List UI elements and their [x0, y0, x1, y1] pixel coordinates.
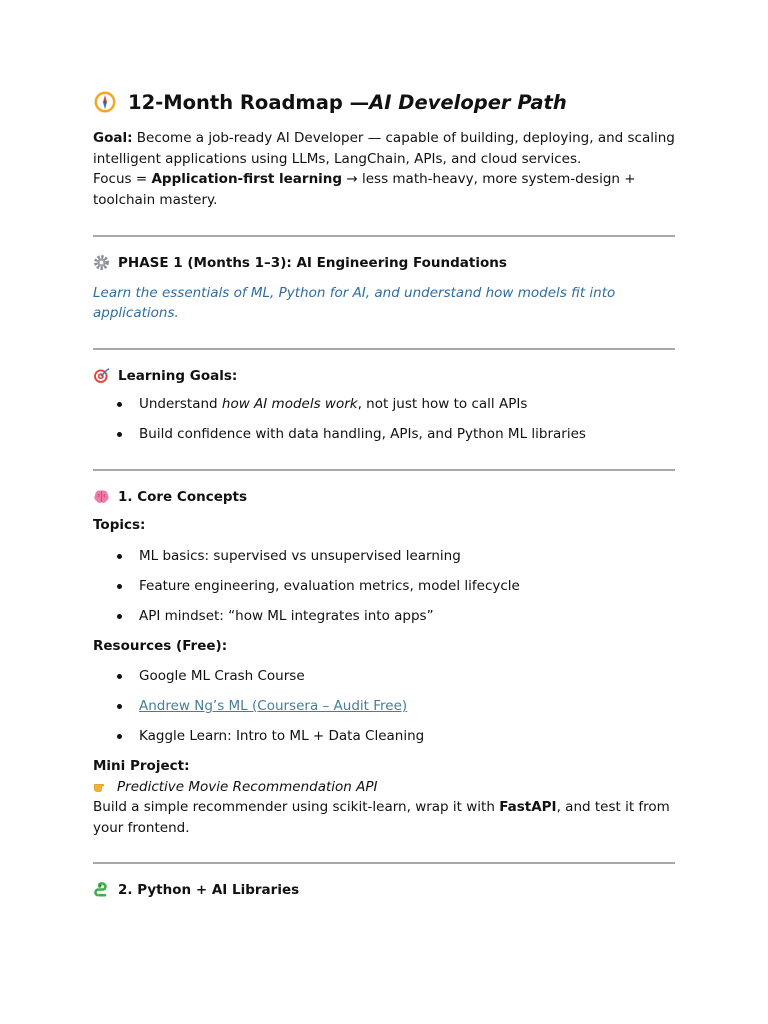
- list-item: [93, 424, 675, 444]
- page-title: [93, 90, 675, 114]
- compass-icon: [93, 90, 117, 114]
- learning-goals-list: [93, 394, 675, 444]
- intro-section: [93, 128, 675, 210]
- mini-project-name: Predictive Movie Recommendation API: [117, 778, 378, 795]
- topics-label-text: Topics:: [93, 517, 146, 533]
- pointing-hand-icon: [93, 778, 110, 795]
- resources-list: [93, 666, 675, 746]
- mini-project-description: [93, 797, 675, 838]
- mini-project-desc-bold: FastAPI: [499, 799, 557, 815]
- resources-label: [93, 636, 675, 657]
- focus-bold: Application-first learning: [151, 171, 343, 187]
- mini-project-name-line: [93, 777, 675, 798]
- phase1-heading-text: PHASE 1 (Months 1–3): AI Engineering Foundations: [118, 254, 507, 271]
- mini-project-label: [93, 756, 675, 777]
- document-page: [93, 90, 675, 898]
- list-item: API mindset: “how ML integrates into apps”: [93, 606, 675, 626]
- goal-text: Become a job-ready AI Developer — capable of building, deploying, and scaling intelligent applications using LLMs, LangChain, APIs, and cloud services.: [93, 130, 675, 167]
- list-item: Feature engineering, evaluation metrics, model lifecycle: [93, 576, 675, 596]
- list-item: Google ML Crash Course: [93, 666, 675, 686]
- list-item-text: Build confidence with data handling, APIs, and Python ML libraries: [139, 426, 586, 442]
- list-item-emphasis: how AI models work: [221, 396, 358, 412]
- focus-suffix: → less math-heavy, more system-design + toolchain mastery.: [93, 171, 636, 208]
- mini-project-desc-text: , and test it from your frontend.: [93, 799, 670, 836]
- resource-link[interactable]: Andrew Ng’s ML (Coursera – Audit Free): [139, 698, 408, 714]
- list-item: [93, 696, 675, 716]
- core-concepts-heading-text: 1. Core Concepts: [118, 488, 248, 505]
- focus-prefix: Focus =: [93, 171, 152, 187]
- topics-label: [93, 515, 675, 536]
- target-icon: [93, 367, 110, 384]
- mini-project-label-text: Mini Project:: [93, 758, 190, 774]
- goal-label: Goal:: [93, 130, 133, 146]
- list-item: ML basics: supervised vs unsupervised learning: [93, 546, 675, 566]
- learning-goals-heading: [93, 367, 675, 384]
- python-libs-heading: [93, 881, 675, 898]
- divider: [93, 469, 675, 471]
- phase1-heading: [93, 254, 675, 271]
- topics-list: [93, 546, 675, 626]
- mini-project-desc-text: Build a simple recommender using scikit-learn, wrap it with: [93, 799, 500, 815]
- list-item: Kaggle Learn: Intro to ML + Data Cleaning: [93, 726, 675, 746]
- divider: [93, 348, 675, 350]
- title-prefix: 12-Month Roadmap —: [128, 90, 370, 114]
- goal-paragraph: [93, 128, 675, 169]
- python-libs-heading-text: 2. Python + AI Libraries: [118, 881, 300, 898]
- learning-goals-heading-text: Learning Goals:: [118, 367, 238, 384]
- focus-paragraph: [93, 169, 675, 210]
- core-concepts-heading: [93, 488, 675, 505]
- resources-label-text: Resources (Free):: [93, 637, 228, 654]
- list-item-text: Understand: [139, 396, 222, 412]
- brain-icon: [93, 488, 110, 505]
- list-item: [93, 394, 675, 414]
- phase1-subtitle: Learn the essentials of ML, Python for AI, and understand how models fit into applications.: [93, 285, 616, 321]
- divider: [93, 862, 675, 864]
- divider: [93, 235, 675, 237]
- snake-icon: [93, 881, 110, 898]
- list-item-text: , not just how to call APIs: [357, 396, 528, 412]
- gear-icon: [93, 254, 110, 271]
- title-emphasis: AI Developer Path: [369, 90, 567, 114]
